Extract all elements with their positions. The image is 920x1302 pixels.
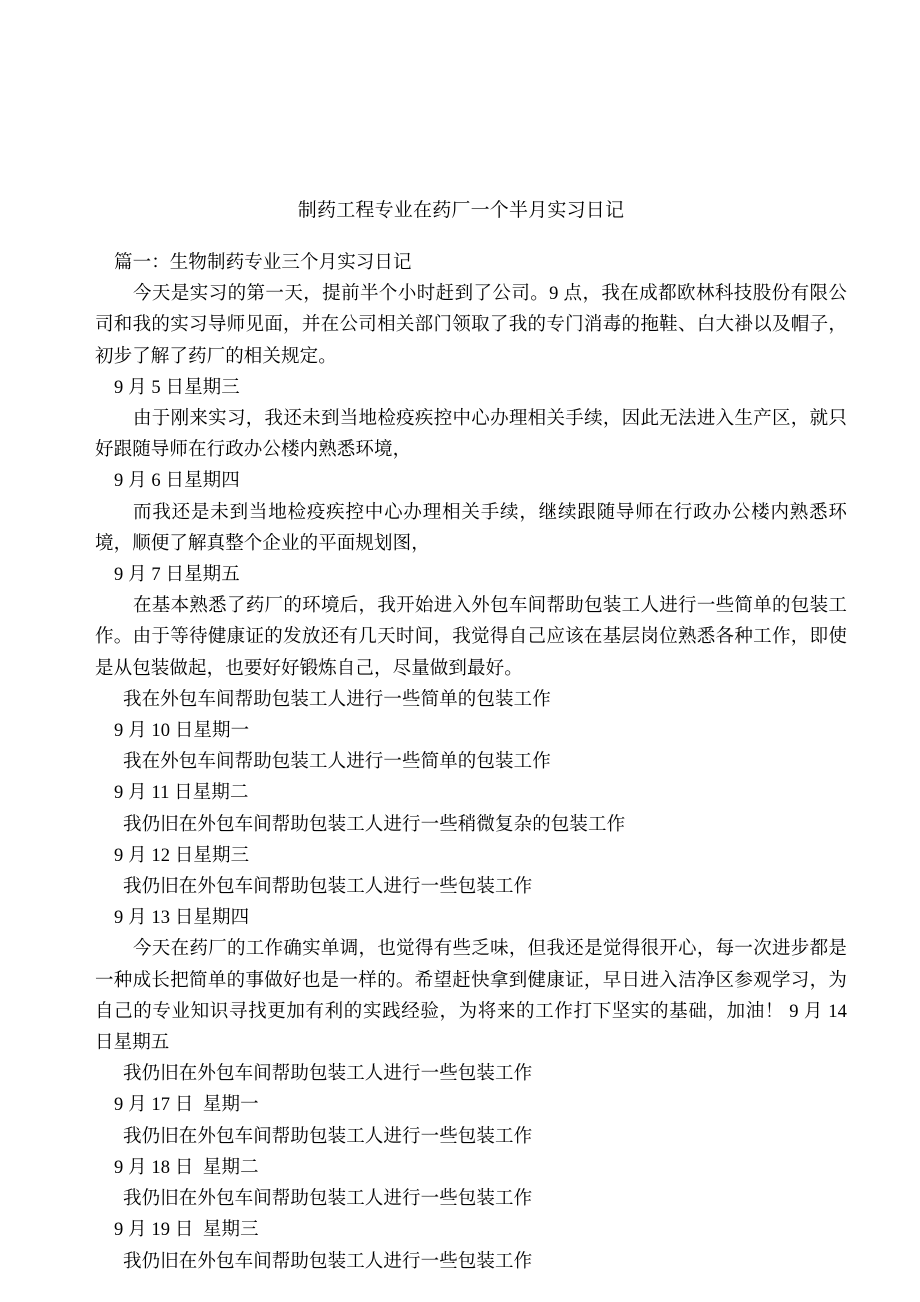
paragraph-sep6-body: 而我还是未到当地检疫疾控中心办理相关手续，继续跟随导师在行政办公楼内熟悉环境，顺便了解真整个企业的平面规划图，	[95, 502, 847, 554]
paragraph-day1-body: 今天是实习的第一天，提前半个小时赶到了公司。9 点，我在成都欧林科技股份有限公司和我的实习导师见面，并在公司相关部门领取了我的专门消毒的拖鞋、白大褂以及帽子，初步了解了药厂的相关规定。	[95, 284, 847, 367]
section-label: 篇一：生物制药专业三个月实习日记	[114, 253, 412, 273]
paragraph-sep7-body: 在基本熟悉了药厂的环境后，我开始进入外包车间帮助包装工人进行一些简单的包装工作。由于等待健康证的发放还有几天时间，我觉得自己应该在基层岗位熟悉各种工作，即使是从包装做起，也要好好锻炼自己，尽量做到最好。	[95, 596, 847, 679]
date-heading-sep10: 9 月 10 日星期一	[114, 721, 250, 742]
activity-line-simple-packing-a: 我在外包车间帮助包装工人进行一些简单的包装工作	[123, 689, 551, 710]
activity-line-packing-18: 我仍旧在外包车间帮助包装工人进行一些包装工作	[123, 1189, 533, 1210]
date-heading-sep13: 9 月 13 日星期四	[114, 908, 250, 929]
activity-line-packing-14: 我仍旧在外包车间帮助包装工人进行一些包装工作	[123, 1064, 533, 1085]
date-heading-sep5: 9 月 5 日星期三	[114, 377, 240, 398]
date-heading-sep7: 9 月 7 日星期五	[114, 565, 240, 586]
paragraph-sep13-body: 今天在药厂的工作确实单调，也觉得有些乏味，但我还是觉得很开心，每一次进步都是一种成长把简单的事做好也是一样的。希望赶快拿到健康证，早日进入洁净区参观学习，为自己的专业知识寻找更加有利的实践经验，为将来的工作打下坚实的基础，加油！ 9 月 14 日星期五	[95, 939, 847, 1054]
date-heading-sep11: 9 月 11 日星期二	[114, 783, 249, 804]
paragraph-sep5-body: 由于刚来实习，我还未到当地检疫疾控中心办理相关手续，因此无法进入生产区，就只好跟随导师在行政办公楼内熟悉环境，	[95, 409, 847, 461]
page-title: 制药工程专业在药厂一个半月实习日记	[297, 200, 625, 221]
date-heading-sep6: 9 月 6 日星期四	[114, 471, 240, 492]
activity-line-packing-17: 我仍旧在外包车间帮助包装工人进行一些包装工作	[123, 1126, 533, 1147]
activity-line-packing-19: 我仍旧在外包车间帮助包装工人进行一些包装工作	[123, 1251, 533, 1272]
document-body	[95, 196, 847, 1278]
date-heading-sep18: 9 月 18 日 星期二	[114, 1157, 259, 1178]
activity-line-packing-12: 我仍旧在外包车间帮助包装工人进行一些包装工作	[123, 877, 533, 898]
date-heading-sep12: 9 月 12 日星期三	[114, 845, 250, 866]
activity-line-simple-packing-b: 我在外包车间帮助包装工人进行一些简单的包装工作	[123, 752, 551, 773]
date-heading-sep19: 9 月 19 日 星期三	[114, 1220, 259, 1241]
date-heading-sep17: 9 月 17 日 星期一	[114, 1095, 259, 1116]
activity-line-complex-packing: 我仍旧在外包车间帮助包装工人进行一些稍微复杂的包装工作	[123, 814, 626, 835]
